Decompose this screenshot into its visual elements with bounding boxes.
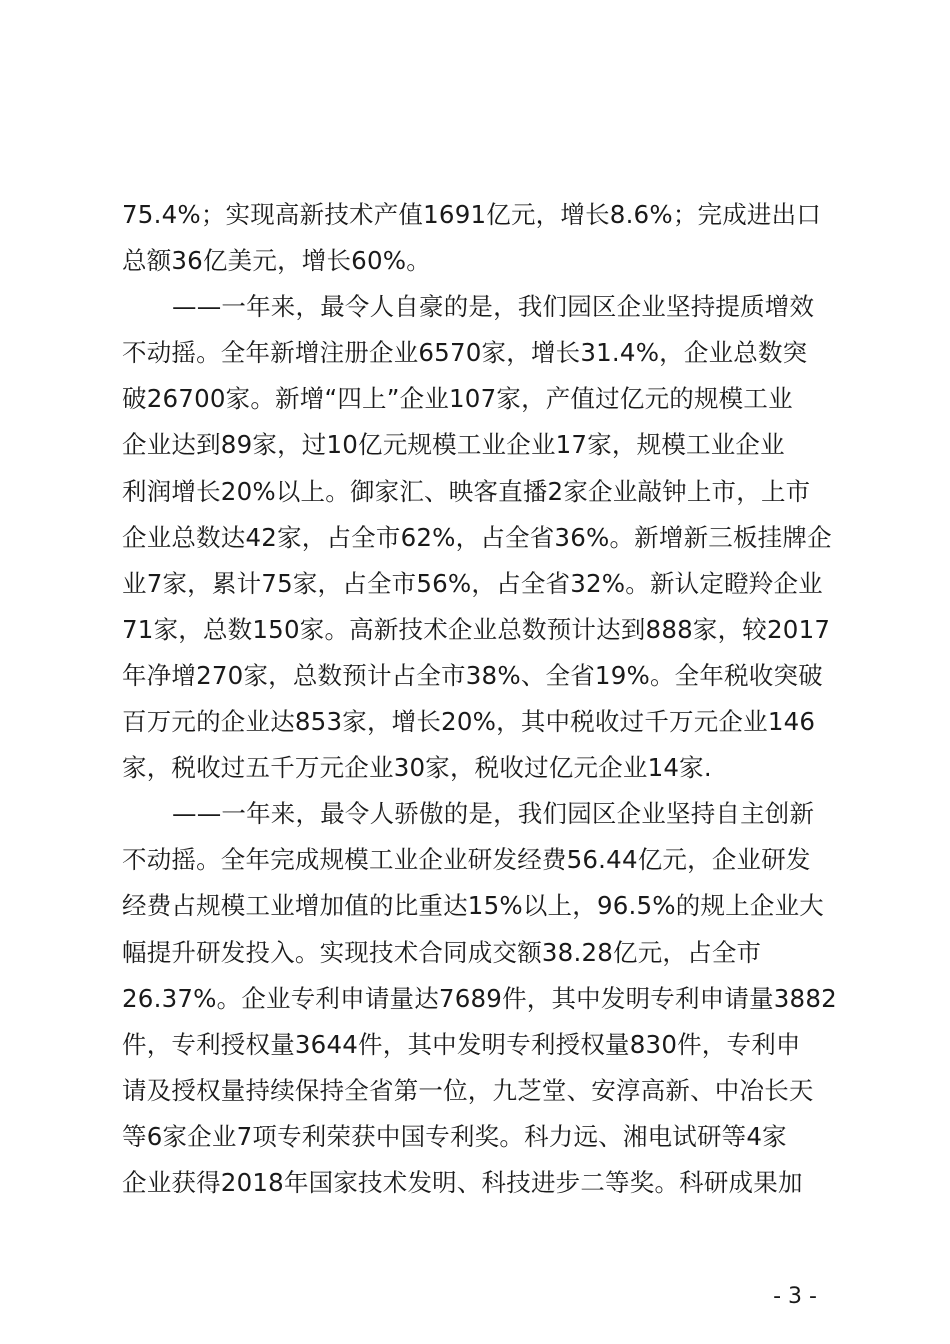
text-line: 总额36亿美元，增长60%。 — [122, 246, 431, 276]
text-line: 百万元的企业达853家，增长20%，其中税收过千万元企业146 — [122, 707, 816, 737]
body-text — [122, 192, 862, 1206]
paragraph-start-line: ——一年来，最令人骄傲的是，我们园区企业坚持自主创新 — [172, 799, 815, 829]
text-line: 家，税收过五千万元企业30家，税收过亿元企业14家. — [122, 753, 712, 783]
text-line: 年净增270家，总数预计占全市38%、全省19%。全年税收突破 — [122, 660, 823, 690]
page-number: - 3 - — [773, 1284, 817, 1309]
text-line: 不动摇。全年完成规模工业企业研发经费56.44亿元，企业研发 — [122, 845, 811, 875]
text-line: 不动摇。全年新增注册企业6570家，增长31.4%，企业总数突 — [122, 338, 808, 368]
text-line: 企业获得2018年国家技术发明、科技进步二等奖。科研成果加 — [122, 1167, 803, 1197]
text-line: 业7家，累计75家，占全市56%，占全省32%。新认定瞪羚企业 — [122, 568, 823, 598]
text-line: 件，专利授权量3644件，其中发明专利授权量830件，专利申 — [122, 1029, 801, 1059]
text-line: 请及授权量持续保持全省第一位，九芝堂、安淳高新、中冶长天 — [122, 1075, 814, 1105]
text-line: 企业总数达42家，占全市62%，占全省36%。新增新三板挂牌企 — [122, 522, 832, 552]
text-line: 经费占规模工业增加值的比重达15%以上，96.5%的规上企业大 — [122, 891, 824, 921]
text-line: 幅提升研发投入。实现技术合同成交额38.28亿元，占全市 — [122, 937, 762, 967]
paragraph-start-line: ——一年来，最令人自豪的是，我们园区企业坚持提质增效 — [172, 292, 815, 322]
text-line: 企业达到89家，过10亿元规模工业企业17家，规模工业企业 — [122, 430, 785, 460]
text-line: 等6家企业7项专利荣获中国专利奖。科力远、湘电试研等4家 — [122, 1121, 787, 1151]
text-line: 71家，总数150家。高新技术企业总数预计达到888家，较2017 — [122, 614, 831, 644]
text-line: 利润增长20%以上。御家汇、映客直播2家企业敲钟上市，上市 — [122, 476, 811, 506]
text-line: 26.37%。企业专利申请量达7689件，其中发明专利申请量3882 — [122, 983, 837, 1013]
text-line: 75.4%；实现高新技术产值1691亿元，增长8.6%；完成进出口 — [122, 200, 822, 229]
text-line: 破26700家。新增“四上”企业107家，产值过亿元的规模工业 — [122, 384, 793, 414]
